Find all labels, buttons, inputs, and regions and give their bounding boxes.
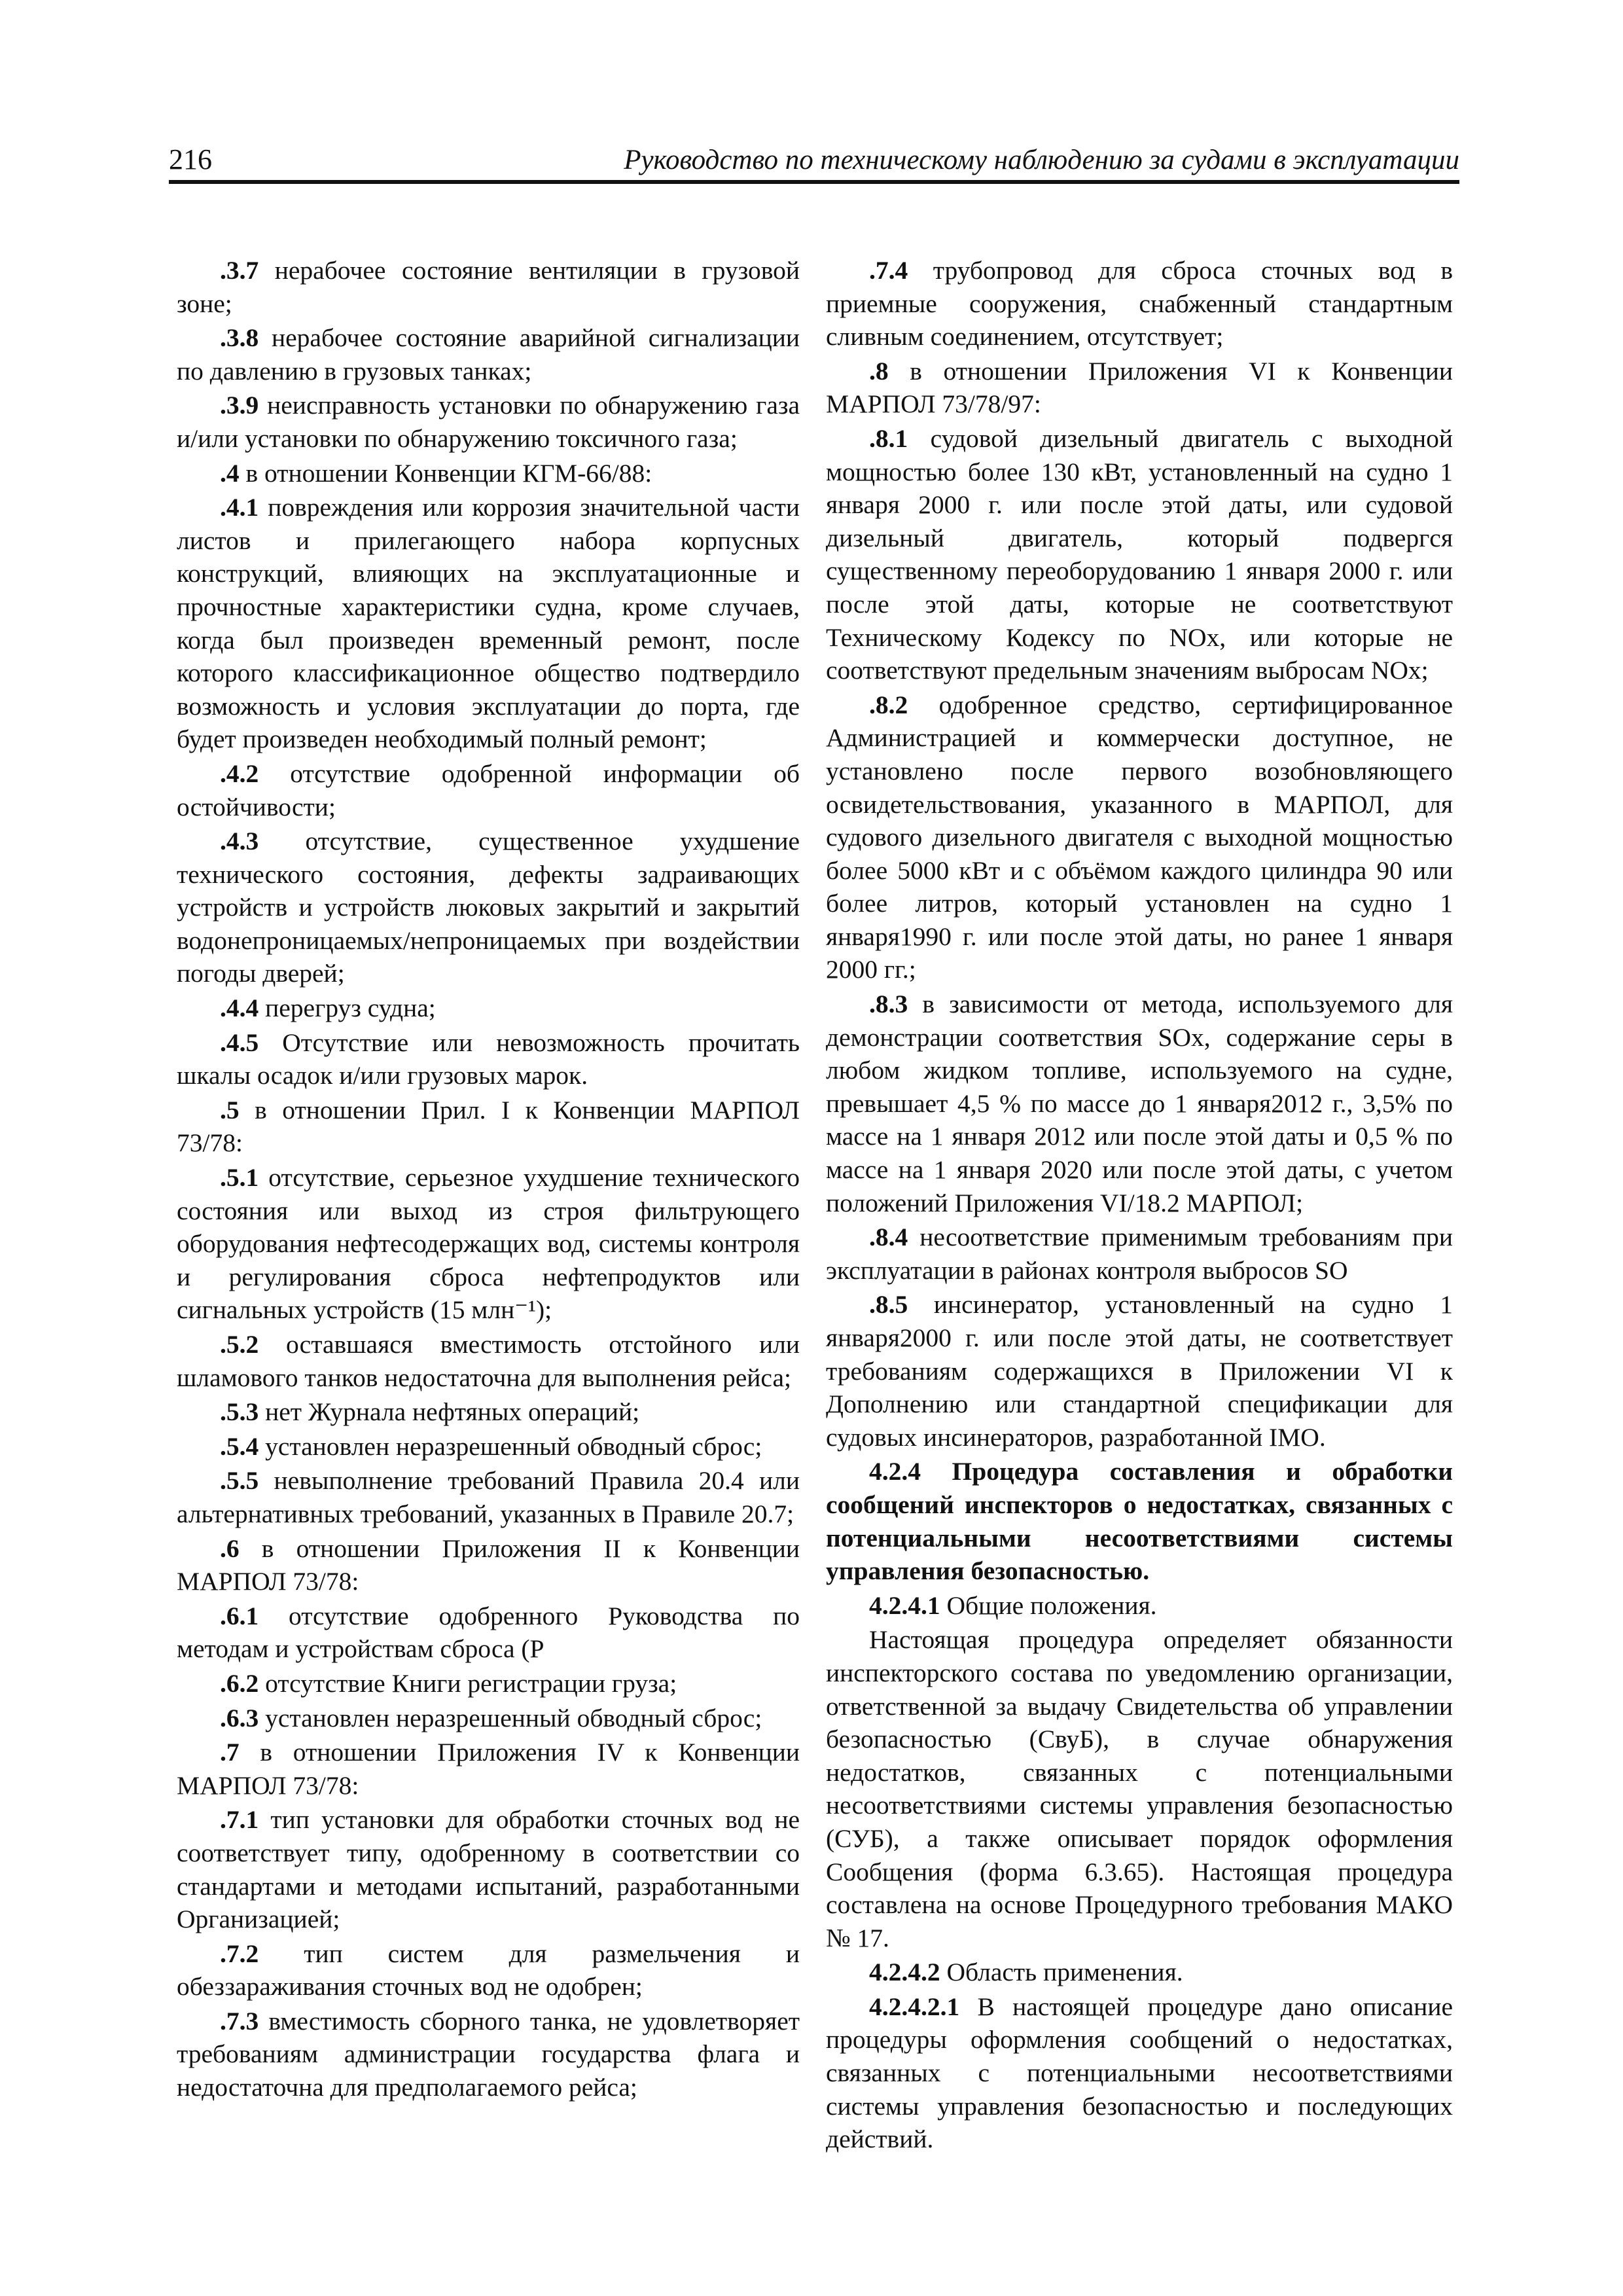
paragraph bbox=[177, 1395, 800, 1429]
clause-text: судовой дизельный двигатель с выходной мощностью более 130 кВт, установленный на судно 1 января 2000 г. или после этой даты, или судовой дизельный двигатель, который подвергся существенному переоборудованию 1 января 2000 г. или после этой даты, которые не соответствуют Техническому Кодексу по NOx, или которые не соответствуют предельным значениям выбросам NOx; bbox=[826, 423, 1453, 685]
clause-text: отсутствие одобренной информации об остойчивости; bbox=[177, 759, 800, 821]
clause-text: перегруз судна; bbox=[259, 994, 436, 1023]
paragraph bbox=[177, 1736, 800, 1802]
clause-text: Настоящая процедура определяет обязанности инспекторского состава по уведомлению организации, ответственной за выдачу Свидетельства об управлении безопасностью (СвуБ), в случае обнаружения недостатков, связанных с потенциальными несоответствиями системы управления безопасностью (СУБ), а также описывает порядок оформления Сообщения (форма 6.3.65). Настоящая процедура составлена на основе Процедурного требования МАКО № 17. bbox=[826, 1625, 1453, 1952]
clause-number: .4.2 bbox=[220, 759, 259, 788]
clause-number: .3.9 bbox=[220, 391, 259, 420]
paragraph bbox=[826, 254, 1453, 353]
clause-text: нерабочее состояние аварийной сигнализации по давлению в грузовых танках; bbox=[177, 323, 800, 386]
clause-number: .4.3 bbox=[220, 827, 259, 856]
clause-text: отсутствие Книги регистрации груза; bbox=[259, 1668, 677, 1698]
clause-number: .4.5 bbox=[220, 1028, 259, 1057]
clause-number: .5.3 bbox=[220, 1397, 259, 1427]
clause-text: несоответствие применимым требованиям при эксплуатации в районах контроля выбросов SO bbox=[826, 1223, 1453, 1285]
clause-number: .6.3 bbox=[220, 1703, 259, 1732]
clause-text: невыполнение требований Правила 20.4 или альтернативных требований, указанных в Правиле 20.7; bbox=[177, 1466, 800, 1528]
clause-text: отсутствие одобренного Руководства по методам и устройствам сброса (Р bbox=[177, 1601, 800, 1664]
clause-text: нерабочее состояние вентиляции в грузовой зоне; bbox=[177, 256, 800, 318]
clause-text: в зависимости от метода, используемого для демонстрации соответствия SOx, содержание серы в любом жидком топливе, используемого на судне, превышает 4,5 % по массе до 1 января2012 г., 3,5% по массе на 1 января 2012 или после этой даты и 0,5 % по массе на 1 января 2020 или после этой даты, с учетом положений Приложения VI/18.2 МАРПОЛ; bbox=[826, 990, 1453, 1217]
clause-number: .5.2 bbox=[220, 1330, 259, 1359]
paragraph bbox=[826, 1990, 1453, 2156]
paragraph bbox=[177, 1702, 800, 1735]
paragraph bbox=[177, 254, 800, 320]
paragraph bbox=[177, 491, 800, 756]
clause-text: тип систем для размельчения и обеззараживания сточных вод не одобрен; bbox=[177, 1939, 800, 2001]
paragraph bbox=[177, 2005, 800, 2104]
paragraph bbox=[177, 1532, 800, 1598]
paragraph bbox=[826, 1288, 1453, 1454]
clause-text: оставшаяся вместимость отстойного или шламового танков недостаточна для выполнения рейса; bbox=[177, 1330, 800, 1392]
paragraph bbox=[826, 1623, 1453, 1954]
paragraph bbox=[177, 1667, 800, 1700]
left-column bbox=[177, 254, 800, 2106]
clause-text: в отношении Приложения II к Конвенции МАРПОЛ 73/78: bbox=[177, 1534, 800, 1596]
paragraph bbox=[177, 825, 800, 990]
clause-number: .8 bbox=[869, 356, 889, 386]
paragraph bbox=[177, 1600, 800, 1666]
clause-number: .7.4 bbox=[869, 256, 908, 285]
clause-number: .3.7 bbox=[220, 256, 259, 285]
clause-number: .7.3 bbox=[220, 2006, 259, 2036]
clause-number: 4.2.4 bbox=[869, 1457, 921, 1486]
clause-text: нет Журнала нефтяных операций; bbox=[259, 1397, 640, 1427]
clause-text: инсинератор, установленный на судно 1 января2000 г. или после этой даты, не соответствует требованиям содержащихся в Приложении VI к Дополнению или стандартной спецификации для судовых инсинераторов, разработанной IMO. bbox=[826, 1290, 1453, 1452]
clause-text: тип установки для обработки сточных вод не соответствует типу, одобренному в соответствии со стандартами и методами испытаний, разработанными Организацией; bbox=[177, 1805, 800, 1934]
clause-text: в отношении Приложения VI к Конвенции МАРПОЛ 73/78/97: bbox=[826, 356, 1453, 419]
clause-text: Процедура составления и обработки сообщений инспекторов о недостатках, связанных с потенциальными несоответствиями системы управления безопасностью. bbox=[826, 1457, 1453, 1586]
clause-number: .5.4 bbox=[220, 1431, 259, 1461]
clause-number: .8.4 bbox=[869, 1223, 908, 1252]
clause-number: 4.2.4.1 bbox=[869, 1590, 940, 1620]
clause-text: отсутствие, существенное ухудшение технического состояния, дефекты задраивающих устройств и устройств люковых закрытий и закрытий водонепроницаемых/непроницаемых при воздействии погоды дверей; bbox=[177, 827, 800, 988]
clause-number: .6.2 bbox=[220, 1668, 259, 1698]
page-header bbox=[169, 141, 1459, 184]
clause-number: .4.1 bbox=[220, 493, 259, 522]
paragraph bbox=[826, 689, 1453, 986]
clause-text: В настоящей процедуре дано описание процедуры оформления сообщений о недостатках, связанных с потенциальными несоответствиями системы управления безопасностью и последующих действий. bbox=[826, 1992, 1453, 2154]
paragraph bbox=[177, 389, 800, 455]
paragraph bbox=[177, 992, 800, 1025]
paragraph bbox=[826, 422, 1453, 687]
clause-number: .8.3 bbox=[869, 990, 908, 1019]
clause-text: в отношении Прил. I к Конвенции МАРПОЛ 73/78: bbox=[177, 1095, 800, 1158]
paragraph bbox=[177, 1026, 800, 1092]
paragraph bbox=[177, 321, 800, 387]
clause-text: Область применения. bbox=[940, 1958, 1183, 1987]
paragraph bbox=[177, 1803, 800, 1935]
paragraph bbox=[826, 1589, 1453, 1623]
paragraph bbox=[826, 1956, 1453, 1989]
clause-number: .5 bbox=[220, 1095, 240, 1124]
clause-number: .8.1 bbox=[869, 423, 908, 453]
clause-text: Общие положения. bbox=[940, 1590, 1157, 1620]
clause-text: вместимость сборного танка, не удовлетворяет требованиям администрации государства флага и недостаточна для предполагаемого рейса; bbox=[177, 2006, 800, 2102]
clause-number: .7 bbox=[220, 1738, 240, 1767]
clause-number: 4.2.4.2.1 bbox=[869, 1992, 960, 2021]
clause-text: установлен неразрешенный обводный сброс; bbox=[259, 1703, 762, 1732]
clause-number: .7.2 bbox=[220, 1939, 259, 1968]
clause-number: .5.1 bbox=[220, 1163, 259, 1193]
clause-number: 4.2.4.2 bbox=[869, 1958, 940, 1987]
clause-text: Отсутствие или невозможность прочитать шкалы осадок и/или грузовых марок. bbox=[177, 1028, 800, 1090]
paragraph bbox=[826, 1455, 1453, 1587]
paragraph bbox=[177, 457, 800, 490]
clause-number: .3.8 bbox=[220, 323, 259, 353]
clause-text: установлен неразрешенный обводный сброс; bbox=[259, 1431, 762, 1461]
clause-number: .4 bbox=[220, 458, 240, 488]
right-column bbox=[826, 254, 1453, 2157]
page-number: 216 bbox=[169, 143, 212, 175]
clause-number: .6.1 bbox=[220, 1601, 259, 1630]
clause-text: повреждения или коррозия значительной части листов и прилегающего набора корпусных конструкций, влияющих на эксплуатационные и прочностные характеристики судна, кроме случаев, когда был произведен временный ремонт, после которого классификационное общество подтвердило возможность и условия эксплуатации до порта, где будет произведен необходимый полный ремонт; bbox=[177, 493, 800, 754]
paragraph bbox=[826, 355, 1453, 421]
clause-text: отсутствие, серьезное ухудшение технического состояния или выход из строя фильтрующего оборудования нефтесодержащих вод, системы контроля и регулирования сброса нефтепродуктов или сигнальных устройств (15 млн⁻¹); bbox=[177, 1163, 800, 1325]
clause-text: трубопровод для сброса сточных вод в приемные сооружения, снабженный стандартным сливным соединением, отсутствует; bbox=[826, 256, 1453, 351]
paragraph bbox=[177, 1094, 800, 1160]
paragraph bbox=[177, 1328, 800, 1394]
clause-number: .8.5 bbox=[869, 1290, 908, 1319]
clause-number: .8.2 bbox=[869, 690, 908, 719]
paragraph bbox=[177, 1430, 800, 1463]
running-title: Руководство по техническому наблюдению за судами в эксплуатации bbox=[624, 145, 1459, 175]
clause-number: .5.5 bbox=[220, 1466, 259, 1496]
paragraph bbox=[177, 1161, 800, 1327]
clause-text: в отношении Конвенции КГМ-66/88: bbox=[239, 458, 652, 488]
clause-number: .7.1 bbox=[220, 1805, 259, 1835]
paragraph bbox=[826, 988, 1453, 1219]
clause-number: .6 bbox=[220, 1534, 240, 1563]
clause-text: неисправность установки по обнаружению газа и/или установки по обнаружению токсичного газа; bbox=[177, 391, 800, 453]
clause-number: .4.4 bbox=[220, 994, 259, 1023]
clause-text: одобренное средство, сертифицированное Администрацией и коммерчески доступное, не установлено после первого возобновляющего освидетельствования, указанного в МАРПОЛ, для судового дизельного двигателя с выходной мощностью более 5000 кВт и с объёмом каждого цилиндра 90 или более литров, который установлен на судно 1 января1990 г. или после этой даты, но ранее 1 января 2000 гг.; bbox=[826, 690, 1453, 984]
paragraph bbox=[177, 1464, 800, 1530]
paragraph bbox=[177, 757, 800, 823]
paragraph bbox=[177, 1937, 800, 2003]
clause-text: в отношении Приложения IV к Конвенции МАРПОЛ 73/78: bbox=[177, 1738, 800, 1800]
paragraph bbox=[826, 1221, 1453, 1287]
